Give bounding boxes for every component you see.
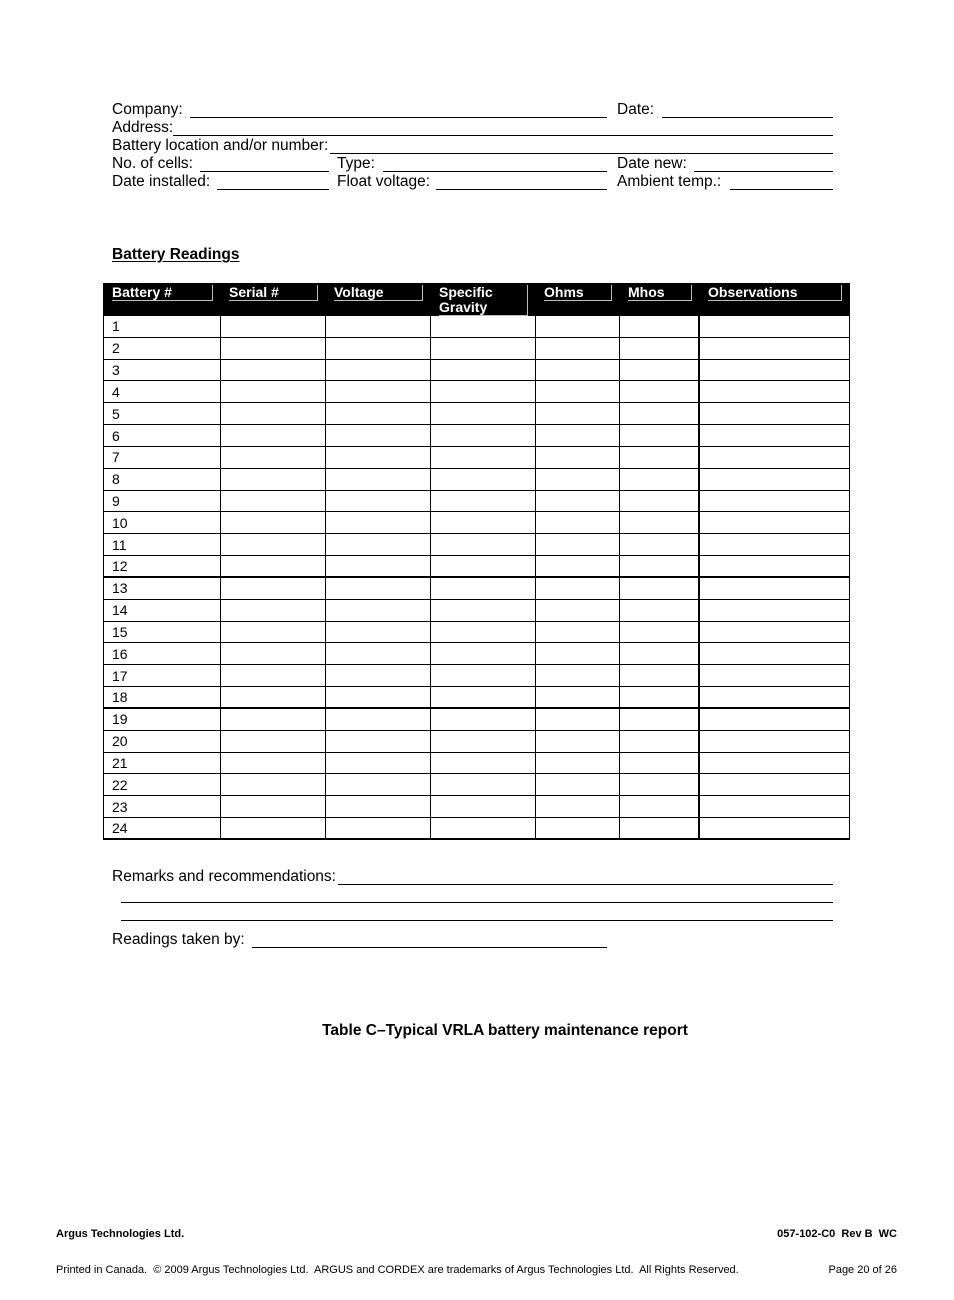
cell-mhos xyxy=(620,578,700,600)
cell-specific-gravity xyxy=(431,556,536,578)
cell-battery-number: 12 xyxy=(103,556,221,578)
cell-specific-gravity xyxy=(431,447,536,469)
footer-company: Argus Technologies Ltd. xyxy=(56,1228,185,1240)
date-installed-label: Date installed: xyxy=(112,173,211,190)
cell-serial-number xyxy=(221,796,326,818)
cell-specific-gravity xyxy=(431,600,536,622)
cell-ohms xyxy=(536,665,620,687)
cell-observations xyxy=(700,556,850,578)
cell-battery-number: 14 xyxy=(103,600,221,622)
cell-serial-number xyxy=(221,687,326,709)
cell-battery-number: 24 xyxy=(103,818,221,840)
cell-ohms xyxy=(536,687,620,709)
cell-observations xyxy=(700,403,850,425)
cell-ohms xyxy=(536,403,620,425)
cell-serial-number xyxy=(221,403,326,425)
section-title: Battery Readings xyxy=(112,246,240,263)
column-header-label: Specific Gravity xyxy=(439,285,528,316)
form-line-company xyxy=(0,101,954,119)
date-new-field xyxy=(694,155,833,172)
table-row xyxy=(103,512,850,534)
cell-ohms xyxy=(536,534,620,556)
cell-mhos xyxy=(620,731,700,753)
table-row xyxy=(103,381,850,403)
form-line-remarks-2 xyxy=(0,886,954,904)
cell-specific-gravity xyxy=(431,360,536,382)
address-field xyxy=(173,119,833,136)
battery-readings-table xyxy=(103,283,850,840)
table-row xyxy=(103,731,850,753)
cell-ohms xyxy=(536,338,620,360)
cell-voltage xyxy=(326,774,431,796)
cell-battery-number: 11 xyxy=(103,534,221,556)
cell-ohms xyxy=(536,600,620,622)
cell-mhos xyxy=(620,491,700,513)
cell-serial-number xyxy=(221,338,326,360)
footer-left xyxy=(56,1204,739,1300)
cell-serial-number xyxy=(221,556,326,578)
cell-mhos xyxy=(620,534,700,556)
cell-mhos xyxy=(620,753,700,775)
cell-serial-number xyxy=(221,381,326,403)
cell-observations xyxy=(700,469,850,491)
column-header-ohms xyxy=(536,283,620,316)
no-of-cells-field xyxy=(200,155,329,172)
footer-notice: Printed in Canada. © 2009 Argus Technologies Ltd. ARGUS and CORDEX are trademarks of Argus Technologies Ltd. All Rights Reserved. xyxy=(56,1264,739,1276)
cell-ohms xyxy=(536,381,620,403)
cell-battery-number: 4 xyxy=(103,381,221,403)
cell-battery-number: 1 xyxy=(103,316,221,338)
cell-ohms xyxy=(536,731,620,753)
cell-serial-number xyxy=(221,774,326,796)
table-row xyxy=(103,534,850,556)
cell-specific-gravity xyxy=(431,687,536,709)
cell-mhos xyxy=(620,600,700,622)
form-line-remarks xyxy=(0,868,954,886)
cell-mhos xyxy=(620,425,700,447)
cell-specific-gravity xyxy=(431,338,536,360)
cell-battery-number: 2 xyxy=(103,338,221,360)
cell-observations xyxy=(700,512,850,534)
cell-voltage xyxy=(326,643,431,665)
cell-serial-number xyxy=(221,665,326,687)
table-row xyxy=(103,796,850,818)
cell-serial-number xyxy=(221,643,326,665)
cell-mhos xyxy=(620,687,700,709)
cell-battery-number: 19 xyxy=(103,709,221,731)
table-row xyxy=(103,600,850,622)
cell-voltage xyxy=(326,687,431,709)
cell-specific-gravity xyxy=(431,796,536,818)
table-row xyxy=(103,622,850,644)
cell-battery-number: 9 xyxy=(103,491,221,513)
cell-ohms xyxy=(536,753,620,775)
column-header-voltage xyxy=(326,283,431,316)
cell-battery-number: 13 xyxy=(103,578,221,600)
cell-specific-gravity xyxy=(431,316,536,338)
table-row xyxy=(103,578,850,600)
cell-mhos xyxy=(620,360,700,382)
table-caption: Table C–Typical VRLA battery maintenance report xyxy=(322,1022,688,1039)
cell-mhos xyxy=(620,403,700,425)
table-row xyxy=(103,774,850,796)
cell-voltage xyxy=(326,381,431,403)
cell-observations xyxy=(700,381,850,403)
cell-voltage xyxy=(326,753,431,775)
type-field xyxy=(383,155,607,172)
cell-voltage xyxy=(326,622,431,644)
cell-mhos xyxy=(620,643,700,665)
cell-observations xyxy=(700,643,850,665)
remarks-label: Remarks and recommendations: xyxy=(112,868,336,885)
footer-right xyxy=(777,1204,897,1300)
cell-battery-number: 16 xyxy=(103,643,221,665)
cell-observations xyxy=(700,316,850,338)
cell-observations xyxy=(700,818,850,840)
table-row xyxy=(103,643,850,665)
cell-observations xyxy=(700,774,850,796)
form-line-battery-location xyxy=(0,137,954,155)
cell-voltage xyxy=(326,534,431,556)
cell-observations xyxy=(700,687,850,709)
cell-serial-number xyxy=(221,491,326,513)
cell-specific-gravity xyxy=(431,709,536,731)
cell-mhos xyxy=(620,774,700,796)
column-header-label: Voltage xyxy=(334,285,423,301)
remarks-field-line-1 xyxy=(338,868,833,885)
cell-specific-gravity xyxy=(431,403,536,425)
cell-observations xyxy=(700,622,850,644)
form-line-cells-type xyxy=(0,155,954,173)
cell-mhos xyxy=(620,665,700,687)
cell-voltage xyxy=(326,425,431,447)
cell-battery-number: 23 xyxy=(103,796,221,818)
cell-voltage xyxy=(326,665,431,687)
column-header-label: Observations xyxy=(708,285,842,301)
date-installed-field xyxy=(217,173,329,190)
float-voltage-label: Float voltage: xyxy=(337,173,431,190)
column-header-label: Battery # xyxy=(112,285,213,301)
column-header-label: Serial # xyxy=(229,285,318,301)
cell-battery-number: 22 xyxy=(103,774,221,796)
cell-ohms xyxy=(536,643,620,665)
cell-battery-number: 21 xyxy=(103,753,221,775)
ambient-temp-field xyxy=(730,173,833,190)
cell-serial-number xyxy=(221,447,326,469)
table-row xyxy=(103,447,850,469)
cell-observations xyxy=(700,709,850,731)
cell-observations xyxy=(700,360,850,382)
form-line-installed-voltage xyxy=(0,173,954,191)
table-row xyxy=(103,316,850,338)
cell-voltage xyxy=(326,578,431,600)
form-line-address xyxy=(0,119,954,137)
table-row xyxy=(103,687,850,709)
cell-voltage xyxy=(326,556,431,578)
cell-serial-number xyxy=(221,753,326,775)
cell-serial-number xyxy=(221,600,326,622)
date-label: Date: xyxy=(617,101,655,118)
cell-serial-number xyxy=(221,469,326,491)
cell-mhos xyxy=(620,469,700,491)
cell-voltage xyxy=(326,338,431,360)
footer-page-number: Page 20 of 26 xyxy=(828,1264,897,1276)
cell-voltage xyxy=(326,818,431,840)
cell-battery-number: 8 xyxy=(103,469,221,491)
cell-observations xyxy=(700,425,850,447)
cell-ohms xyxy=(536,447,620,469)
cell-voltage xyxy=(326,512,431,534)
float-voltage-field xyxy=(436,173,607,190)
cell-mhos xyxy=(620,512,700,534)
cell-voltage xyxy=(326,796,431,818)
readings-taken-by-label: Readings taken by: xyxy=(112,931,245,948)
cell-specific-gravity xyxy=(431,491,536,513)
cell-voltage xyxy=(326,469,431,491)
cell-battery-number: 10 xyxy=(103,512,221,534)
cell-battery-number: 17 xyxy=(103,665,221,687)
address-label: Address: xyxy=(112,119,174,136)
cell-observations xyxy=(700,534,850,556)
battery-location-label: Battery location and/or number: xyxy=(112,137,329,154)
company-field xyxy=(190,101,607,118)
cell-serial-number xyxy=(221,818,326,840)
table-row xyxy=(103,403,850,425)
cell-observations xyxy=(700,447,850,469)
date-new-label: Date new: xyxy=(617,155,687,172)
cell-serial-number xyxy=(221,316,326,338)
cell-battery-number: 3 xyxy=(103,360,221,382)
table-row xyxy=(103,665,850,687)
cell-ohms xyxy=(536,818,620,840)
cell-observations xyxy=(700,491,850,513)
cell-mhos xyxy=(620,818,700,840)
cell-specific-gravity xyxy=(431,753,536,775)
cell-serial-number xyxy=(221,578,326,600)
column-header-observations xyxy=(700,283,850,316)
remarks-field-line-2 xyxy=(121,886,833,903)
cell-battery-number: 15 xyxy=(103,622,221,644)
cell-mhos xyxy=(620,556,700,578)
cell-specific-gravity xyxy=(431,534,536,556)
cell-ohms xyxy=(536,796,620,818)
table-row xyxy=(103,709,850,731)
table-row xyxy=(103,469,850,491)
cell-serial-number xyxy=(221,425,326,447)
table-row xyxy=(103,425,850,447)
cell-ohms xyxy=(536,360,620,382)
date-field xyxy=(662,101,833,118)
cell-voltage xyxy=(326,731,431,753)
cell-specific-gravity xyxy=(431,774,536,796)
cell-battery-number: 18 xyxy=(103,687,221,709)
cell-specific-gravity xyxy=(431,469,536,491)
cell-ohms xyxy=(536,556,620,578)
cell-mhos xyxy=(620,447,700,469)
footer-doc-number: 057-102-C0 Rev B WC xyxy=(777,1228,897,1240)
table-row xyxy=(103,491,850,513)
column-header-label: Mhos xyxy=(628,285,692,301)
cell-voltage xyxy=(326,360,431,382)
cell-observations xyxy=(700,665,850,687)
cell-battery-number: 7 xyxy=(103,447,221,469)
battery-location-field xyxy=(330,137,833,154)
ambient-temp-label: Ambient temp.: xyxy=(617,173,722,190)
cell-mhos xyxy=(620,796,700,818)
cell-ohms xyxy=(536,316,620,338)
cell-ohms xyxy=(536,622,620,644)
column-header-mhos xyxy=(620,283,700,316)
column-header-label: Ohms xyxy=(544,285,612,301)
cell-specific-gravity xyxy=(431,512,536,534)
cell-voltage xyxy=(326,709,431,731)
cell-battery-number: 20 xyxy=(103,731,221,753)
cell-battery-number: 5 xyxy=(103,403,221,425)
cell-voltage xyxy=(326,600,431,622)
cell-mhos xyxy=(620,338,700,360)
cell-observations xyxy=(700,600,850,622)
column-header-serial-number xyxy=(221,283,326,316)
cell-ohms xyxy=(536,774,620,796)
cell-specific-gravity xyxy=(431,622,536,644)
cell-mhos xyxy=(620,316,700,338)
cell-ohms xyxy=(536,512,620,534)
cell-serial-number xyxy=(221,360,326,382)
cell-ohms xyxy=(536,709,620,731)
cell-observations xyxy=(700,796,850,818)
table-row xyxy=(103,818,850,840)
cell-battery-number: 6 xyxy=(103,425,221,447)
cell-specific-gravity xyxy=(431,425,536,447)
cell-specific-gravity xyxy=(431,578,536,600)
cell-specific-gravity xyxy=(431,643,536,665)
cell-observations xyxy=(700,731,850,753)
form-line-remarks-3 xyxy=(0,904,954,922)
cell-voltage xyxy=(326,316,431,338)
cell-serial-number xyxy=(221,709,326,731)
cell-ohms xyxy=(536,469,620,491)
table-header-row xyxy=(103,283,850,316)
cell-mhos xyxy=(620,622,700,644)
cell-serial-number xyxy=(221,731,326,753)
cell-observations xyxy=(700,578,850,600)
type-label: Type: xyxy=(337,155,375,172)
table-row xyxy=(103,338,850,360)
column-header-battery-number xyxy=(103,283,221,316)
cell-specific-gravity xyxy=(431,665,536,687)
form-line-readings-taken-by xyxy=(0,931,954,949)
cell-mhos xyxy=(620,709,700,731)
no-of-cells-label: No. of cells: xyxy=(112,155,193,172)
cell-observations xyxy=(700,338,850,360)
company-label: Company: xyxy=(112,101,183,118)
cell-specific-gravity xyxy=(431,381,536,403)
table-row xyxy=(103,753,850,775)
column-header-specific-gravity xyxy=(431,283,536,316)
cell-voltage xyxy=(326,491,431,513)
cell-serial-number xyxy=(221,622,326,644)
cell-ohms xyxy=(536,578,620,600)
cell-observations xyxy=(700,753,850,775)
table-row xyxy=(103,360,850,382)
remarks-field-line-3 xyxy=(121,904,833,921)
cell-serial-number xyxy=(221,512,326,534)
cell-serial-number xyxy=(221,534,326,556)
cell-specific-gravity xyxy=(431,818,536,840)
table-row xyxy=(103,556,850,578)
table-body xyxy=(103,316,850,840)
cell-specific-gravity xyxy=(431,731,536,753)
cell-ohms xyxy=(536,491,620,513)
cell-voltage xyxy=(326,447,431,469)
readings-taken-by-field xyxy=(252,931,607,948)
cell-mhos xyxy=(620,381,700,403)
cell-voltage xyxy=(326,403,431,425)
cell-ohms xyxy=(536,425,620,447)
